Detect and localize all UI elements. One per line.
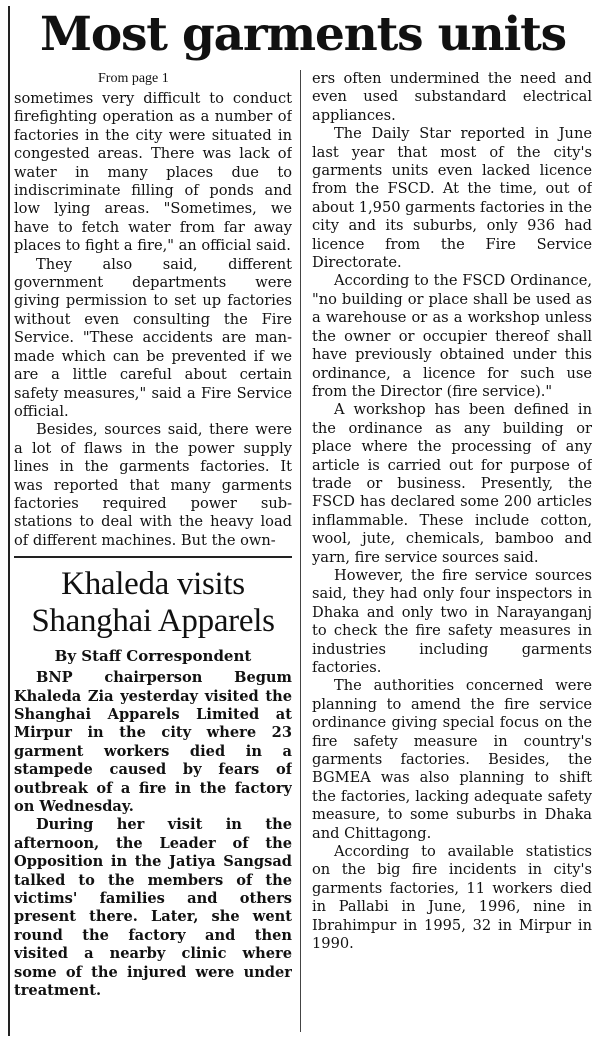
column-divider [300,70,301,1032]
jump-label: From page 1 [98,71,169,86]
paragraph: They also said, different government departments were giving permission to set up factories without even consulting the Fire Service. "These accidents are man-made which can be prevented if we are a little careful about certain safety measures," said a Fire Service official. [14,255,292,420]
paragraph: According to available statistics on the big fire incidents in city's garments factories, 11 workers died in Pallabi in June, 1996, nine in Ibrahimpur in 1995, 32 in Mirpur in 1990. [312,843,592,953]
left-column [14,70,292,1038]
paragraph: A workshop has been defined in the ordinance as any building or place where the processing of any article is carried out for purpose of trade or business. Presently, the FSCD has declared some 200 articles inflammable. These include cotton, wool, jute, chemicals, bamboo and yarn, fire service sources said. [312,401,592,566]
byline: By Staff Correspondent [54,647,252,666]
paragraph: During her visit in the afternoon, the Leader of the Opposition in the Jatiya Sangsad talked to the members of the victims' families and others present there. Later, she went round the factory and then visited a nearby clinic where some of the injured were under treatment. [14,816,292,1000]
right-column [312,70,592,1038]
paragraph: The authorities concerned were planning to amend the fire service ordinance giving special focus on the fire safety measure in country's garments factories. Besides, the BGMEA was also planning to shift the factories, lacking adequate safety measure, to some suburbs in Dhaka and Chittagong. [312,677,592,842]
paragraph: sometimes very difficult to conduct firefighting operation as a number of factories in the city were situated in congested areas. There was lack of water in many places due to indiscriminate filling of ponds and low lying areas. "Sometimes, we have to fetch water from far away places to fight a fire," an official said. [14,90,292,255]
section-divider [14,556,292,558]
headline: Most garments units [40,7,566,62]
paragraph: Besides, sources said, there were a lot of flaws in the power supply lines in the garments factories. It was reported that many garments factories required power sub-stations to deal with the heavy load of different machines. But the own- [14,421,292,549]
paragraph: According to the FSCD Ordinance, "no building or place shall be used as a warehouse or as a workshop unless the owner or occupier thereof shall have previously obtained under this ordinance, a licence for such use from the Director (fire service)." [312,272,592,400]
sub-story-headline: Khaleda visits Shanghai Apparels [31,566,275,640]
paragraph: BNP chairperson Begum Khaleda Zia yesterday visited the Shanghai Apparels Limited at Mirpur in the city where 23 garment workers died in a stampede caused by fears of outbreak of a fire in the factory on Wednesday. [14,669,292,815]
paragraph: ers often undermined the need and even used substandard electrical appliances. [312,70,592,124]
paragraph: However, the fire service sources said, they had only four inspectors in Dhaka and only two in Narayanganj to check the fire safety measures in industries including garments factories. [312,566,592,676]
paragraph: The Daily Star reported in June last year that most of the city's garments units even lacked licence from the FSCD. At the time, out of about 1,950 garments factories in the city and its suburbs, only 936 had licence from the Fire Service Directorate. [312,125,592,272]
